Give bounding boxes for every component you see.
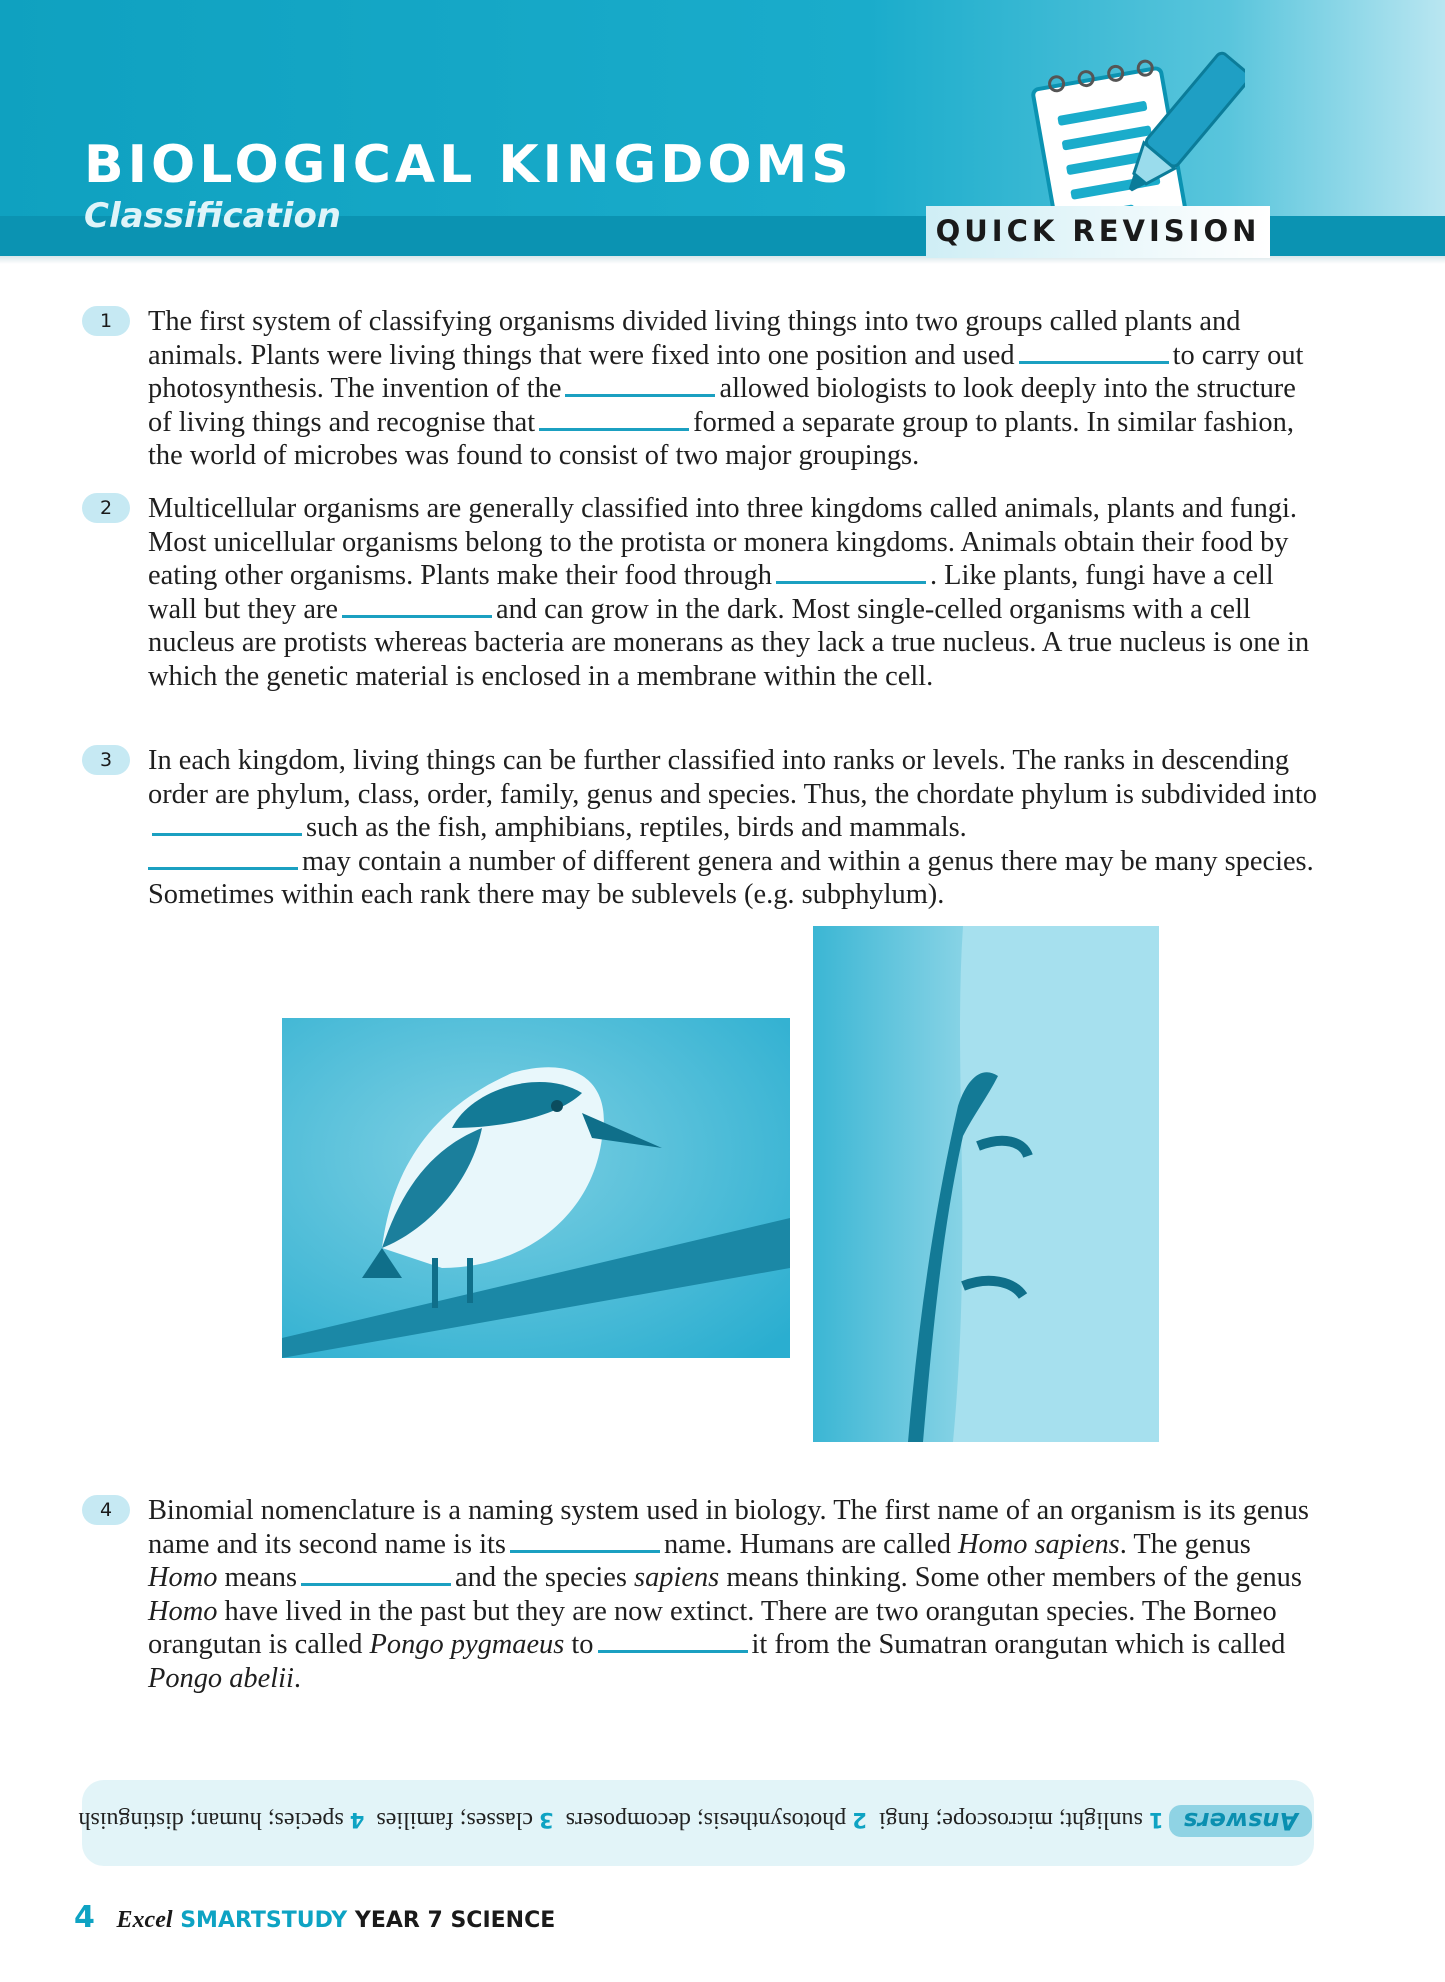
question-2-text: . Like plants, fungi have a cell wall but they are: [148, 560, 1274, 625]
answer-blank[interactable]: [565, 374, 715, 397]
question-4-text: to: [571, 1629, 594, 1661]
question-1-text: The first system of classifying organisms divided living things into two groups called plants and animals. Plants were living things that were fixed into one position and used: [148, 306, 1241, 371]
answer-blank[interactable]: [539, 408, 689, 431]
italic-term: sapiens: [634, 1562, 720, 1594]
answer-blank[interactable]: [152, 813, 302, 836]
question-4-text: and the species: [455, 1562, 627, 1594]
question-4: [148, 1494, 1320, 1696]
italic-term: Homo: [148, 1562, 218, 1594]
question-3-text: In each kingdom, living things can be further classified into ranks or levels. The ranks in descending order are phylum, class, order, family, genus and species. Thus, the chordate phylum is subdivided into: [148, 745, 1317, 810]
answer-blank[interactable]: [510, 1530, 660, 1553]
italic-term: Pongo pygmaeus: [369, 1629, 565, 1661]
answer-number: 4: [349, 1808, 365, 1832]
answer-item: sunlight; microscope; fungi: [878, 1807, 1143, 1833]
question-2: [148, 492, 1320, 694]
page-subtitle: Classification: [84, 196, 342, 236]
answer-number: 1: [1148, 1808, 1164, 1832]
question-4-text: have lived in the past but they are now extinct. There are two orangutan species. The Borneo orangutan is called: [148, 1595, 1277, 1661]
question-1-text: allowed biologists to look deeply into the structure of living things and recognise that: [148, 373, 1296, 438]
question-2-text: and can grow in the dark. Most single-celled organisms with a cell nucleus are protists whereas bacteria are monerans as they lack a true nucleus. A true nucleus is one in which the genetic material is enclosed in a membrane within the cell.: [148, 593, 1310, 692]
page-title: BIOLOGICAL KINGDOMS: [84, 135, 853, 195]
page-number: 4: [74, 1900, 95, 1935]
answer-item: species; human; distinguish: [78, 1807, 344, 1833]
question-number-4: 4: [82, 1495, 130, 1525]
question-4-text: Binomial nomenclature is a naming system used in biology. The first name of an organism is its genus name and its second name is its: [148, 1495, 1309, 1560]
question-4-text: means: [224, 1562, 298, 1594]
answer-blank[interactable]: [148, 847, 298, 870]
answer-blank[interactable]: [342, 595, 492, 618]
footer-series: SMARTSTUDY: [180, 1908, 348, 1933]
question-number-2: 2: [82, 493, 130, 523]
question-4-text: means thinking. Some other members of the genus: [726, 1562, 1302, 1594]
question-4-text: . The genus: [1119, 1528, 1251, 1560]
answer-number: 3: [539, 1808, 554, 1832]
question-1: [148, 305, 1320, 473]
question-3: [148, 744, 1320, 912]
kookaburra-photo: [282, 1018, 790, 1358]
answer-blank[interactable]: [301, 1563, 451, 1586]
answer-number: 2: [852, 1808, 867, 1832]
italic-term: Pongo abelii: [148, 1662, 294, 1694]
question-1-text: formed a separate group to plants. In similar fashion, the world of microbes was found to consist of two major groupings.: [148, 406, 1294, 472]
answer-blank[interactable]: [1019, 341, 1169, 364]
question-3-text: such as the fish, amphibians, reptiles, birds and mammals.: [306, 812, 967, 844]
question-number-3: 3: [82, 745, 130, 775]
question-4-text: .: [293, 1662, 301, 1694]
question-4-text: name. Humans are called: [663, 1528, 951, 1560]
footer-brand: Excel: [116, 1907, 173, 1933]
italic-term: Homo sapiens: [958, 1528, 1120, 1560]
question-2-text: Multicellular organisms are generally classified into three kingdoms called animals, plants and fungi. Most unicellular organisms belong to the protista or monera kingdoms. Animals obtain their food by eating other organisms. Plants make their food through: [148, 493, 1297, 592]
answer-blank[interactable]: [598, 1630, 748, 1653]
question-3-text: may contain a number of different genera and within a genus there may be many species. Sometimes within each rank there may be sublevels (e.g. subphylum).: [148, 845, 1314, 911]
question-4-text: it from the Sumatran orangutan which is called: [751, 1629, 1286, 1661]
answer-item: photosynthesis; decomposers: [565, 1807, 847, 1833]
answers-label: Answers: [1169, 1805, 1312, 1837]
quick-revision-badge: QUICK REVISION: [935, 214, 1261, 248]
answer-item: classes; families: [376, 1807, 533, 1833]
answers-text: [78, 1805, 1318, 1837]
italic-term: Homo: [148, 1595, 218, 1627]
question-number-1: 1: [82, 306, 130, 336]
answer-blank[interactable]: [776, 561, 926, 584]
footer-book: YEAR 7 SCIENCE: [354, 1908, 556, 1933]
page-footer: [74, 1900, 555, 1935]
question-1-text: to carry out photosynthesis. The invention of the: [148, 339, 1304, 405]
goanna-photo: [813, 926, 1159, 1442]
